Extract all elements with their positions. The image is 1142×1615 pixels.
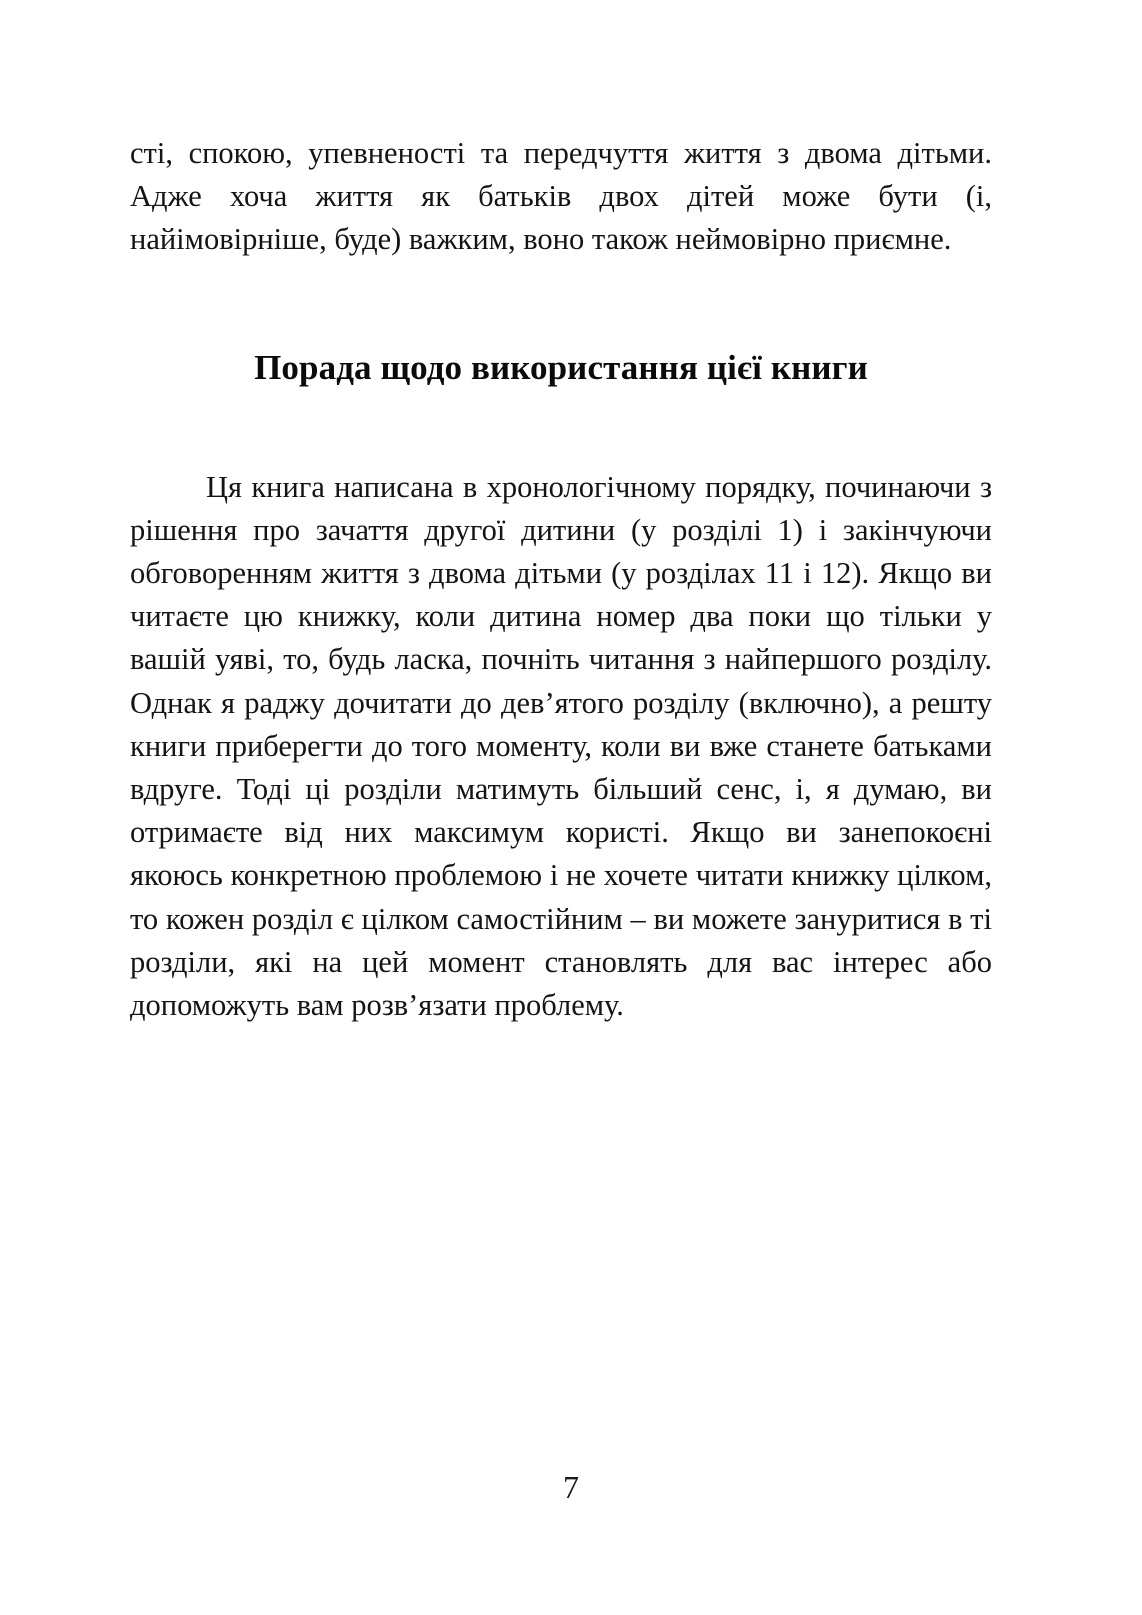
continued-paragraph: сті, спокою, упевненості та передчуття життя з двома дітьми. Адже хоча життя як батьків двох дітей може бути (і, найімовірніше, буде) важким, воно також неймовірно приємне. (130, 136, 992, 257)
section-heading: Порада щодо використання цієї книги (254, 347, 868, 387)
page-number: 7 (563, 1469, 579, 1505)
heading-top-spacer (130, 262, 992, 346)
heading-bottom-spacer (130, 390, 992, 466)
body-paragraph: Ця книга написана в хронологічному порядку, починаючи з рішення про зачаття другої дитини (у розділі 1) і закінчуючи обговоренням життя з двома дітьми (у розділах 11 і 12). Якщо ви читаєте цю книжку, коли дитина номер два поки що тільки у вашій уяві, то, будь ласка, почніть читання з найпершого розділу. Однак я раджу дочитати до дев’ятого розділу (включно), а решту книги приберегти до того моменту, коли ви вже станете батьками вдруге. Тоді ці розділи матимуть більший сенс, і, я думаю, ви отримаєте від них максимум користі. Якщо ви занепокоєні якоюсь конкретною проблемою і не хочете читати книжку цілком, то кожен розділ є цілком самостійним – ви можете зануритися в ті розділи, які на цей момент становлять для вас інтерес або допоможуть вам розв’язати проблему. (130, 469, 992, 1023)
page-text-block (130, 132, 992, 1027)
